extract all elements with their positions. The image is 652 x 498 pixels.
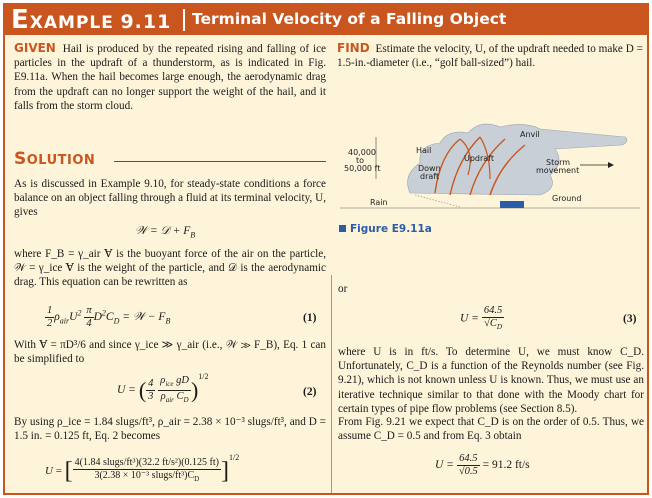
figure-label-hail: Hail bbox=[416, 146, 432, 155]
equation-1-number: (1) bbox=[303, 312, 317, 324]
right-column bbox=[337, 41, 643, 70]
figure-label-anvil: Anvil bbox=[520, 130, 540, 139]
figure-label-draft: draft bbox=[420, 172, 440, 181]
example-banner bbox=[5, 5, 647, 35]
or-text: or bbox=[338, 283, 348, 295]
equation-result-numerator: 64.5 bbox=[457, 453, 480, 466]
example-word: XAMPLE bbox=[29, 13, 114, 33]
solution-word: OLUTION bbox=[26, 153, 96, 168]
solution-rule bbox=[114, 161, 326, 162]
equation-2-number: (2) bbox=[303, 386, 317, 398]
equation-result: U = $\frac{64.5}{√0.5}$ = 91.2 ft/s bbox=[435, 453, 530, 477]
figure-label-ground: Ground bbox=[552, 194, 582, 203]
left-column bbox=[14, 41, 326, 113]
equation-substituted-denominator-sub: D bbox=[194, 475, 200, 484]
right-paragraph-2: From Fig. 9.21 we expect that C_D is on the order of 0.5. Thus, we assume C_D = 0.5 and from Eq. 3 obtain bbox=[338, 416, 644, 443]
figure-label-movement: movement bbox=[536, 166, 580, 175]
banner-separator bbox=[183, 9, 185, 31]
caption-square-icon bbox=[339, 225, 346, 232]
half-fraction: $\frac{1}{2}$ bbox=[47, 305, 53, 329]
equation-result-denominator: 0.5 bbox=[464, 466, 478, 477]
given-paragraph bbox=[14, 41, 326, 113]
equation-substituted-denominator: 3(2.38 × 10⁻³ slugs/ft³)C bbox=[94, 470, 195, 482]
equation-substituted-numerator: 4(1.84 slugs/ft³)(32.2 ft/s²)(0.125 ft) bbox=[74, 457, 219, 469]
figure-label-updraft: Updraft bbox=[464, 154, 495, 163]
equation-2: U = ( $\frac{4}{3}$ $\frac{\rho_{ice} gD}{\rho_{air} C_D}$ )$^{1/2}$ bbox=[117, 372, 209, 404]
find-paragraph bbox=[337, 41, 643, 70]
pi-over-4-fraction: $\frac{\pi}{4}$ bbox=[86, 305, 92, 329]
equation-1: $\frac{1}{2}$ $\rho_{air}U^2$ $\frac{\pi}{4}$ $D^2C_D$ = 𝒲 − $F_B$ bbox=[47, 305, 171, 329]
equation-3-numerator: 64.5 bbox=[483, 305, 503, 316]
solution-paragraph-1: As is discussed in Example 9.10, for steady-state conditions a force balance on an object falling through a fluid at its terminal velocity, U, gives bbox=[14, 178, 326, 219]
example-number: 9.11 bbox=[120, 11, 172, 33]
storm-cloud-shape bbox=[408, 124, 627, 195]
figure-label-down: Down bbox=[418, 164, 441, 173]
equation-substituted: U = [ $\frac{\text{4(1.84 slugs/ft³)(32.2 ft/s²)(0.125 ft)}}{3(2.38 \times 10^{-3} slugs/ft^3)C_D}$ ]$^{1/2}$ bbox=[45, 453, 240, 484]
equation-3: U = $\frac{64.5}{√C_D}$ bbox=[460, 305, 503, 332]
figure-label-altitude-to: to bbox=[356, 156, 365, 165]
solution-paragraph-4: By using ρ_ice = 1.84 slugs/ft³, ρ_air = 2.38 × 10⁻³ slugs/ft³, and D = 1.5 in. = 0.125 ft, Eq. 2 becomes bbox=[14, 416, 326, 443]
arrowhead-icon bbox=[608, 162, 614, 168]
equation-force-balance-text: 𝒲 = 𝒟 + F bbox=[135, 225, 191, 237]
example-label bbox=[11, 5, 171, 38]
equation-substituted-exponent: 1/2 bbox=[228, 453, 240, 462]
figure-label-altitude: 40,000 bbox=[348, 148, 376, 157]
figure-label-storm: Storm bbox=[546, 158, 571, 167]
solution-initial: S bbox=[14, 149, 27, 169]
figure-label-altitude-2: 50,000 ft bbox=[344, 164, 381, 173]
figure-caption-text: Figure E9.11a bbox=[350, 223, 432, 235]
town-skyline bbox=[500, 201, 524, 208]
equation-3-number: (3) bbox=[623, 313, 637, 325]
rain-streaks bbox=[415, 195, 460, 207]
example-frame bbox=[3, 3, 649, 495]
figure-label-rain: Rain bbox=[370, 198, 388, 207]
example-title: Terminal Velocity of a Falling Object bbox=[192, 10, 507, 28]
example-initial: E bbox=[11, 5, 30, 35]
given-label: GIVEN bbox=[14, 41, 56, 55]
given-text: Hail is produced by the repeated rising and falling of ice particles in the updraft of a thunderstorm, as is indicated in Fig. E9.11a. When the hail becomes large enough, the aerodynamic drag from the updraft can no longer support the weight of the hail, and it falls from the storm cloud. bbox=[14, 43, 326, 112]
right-paragraph-1: where U is in ft/s. To determine U, we must know C_D. Unfortunately, C_D is a function of the Reynolds number (see Fig. 9.21), which is not known unless U is known. Thus, we must use an iterative technique similar to that done with the Moody chart for certain types of pipe flow problems (see Section 8.5). bbox=[338, 346, 644, 415]
storm-figure bbox=[340, 115, 640, 215]
equation-force-balance bbox=[135, 225, 195, 239]
figure-caption bbox=[339, 223, 432, 235]
column-divider bbox=[331, 275, 332, 495]
solution-paragraph-3: With Ɐ = πD³/6 and since γ_ice ≫ γ_air (i.e., 𝒲 ≫ F_B), Eq. 1 can be simplified to bbox=[14, 339, 326, 366]
equation-force-balance-sub: B bbox=[190, 230, 196, 240]
find-label: FIND bbox=[337, 41, 370, 55]
solution-paragraph-2: where F_B = γ_air Ɐ is the buoyant force of the air on the particle, 𝒲 = γ_ice Ɐ is the weight of the particle, and 𝒟 is the aerodynamic drag. This equation can be rewritten as bbox=[14, 248, 326, 289]
solution-heading bbox=[14, 149, 326, 169]
find-text: Estimate the velocity, U, of the updraft needed to make D = 1.5-in.-diameter (i.e., “golf ball-sized”) hail. bbox=[337, 43, 643, 70]
equation-result-value: = 91.2 ft/s bbox=[482, 459, 530, 472]
